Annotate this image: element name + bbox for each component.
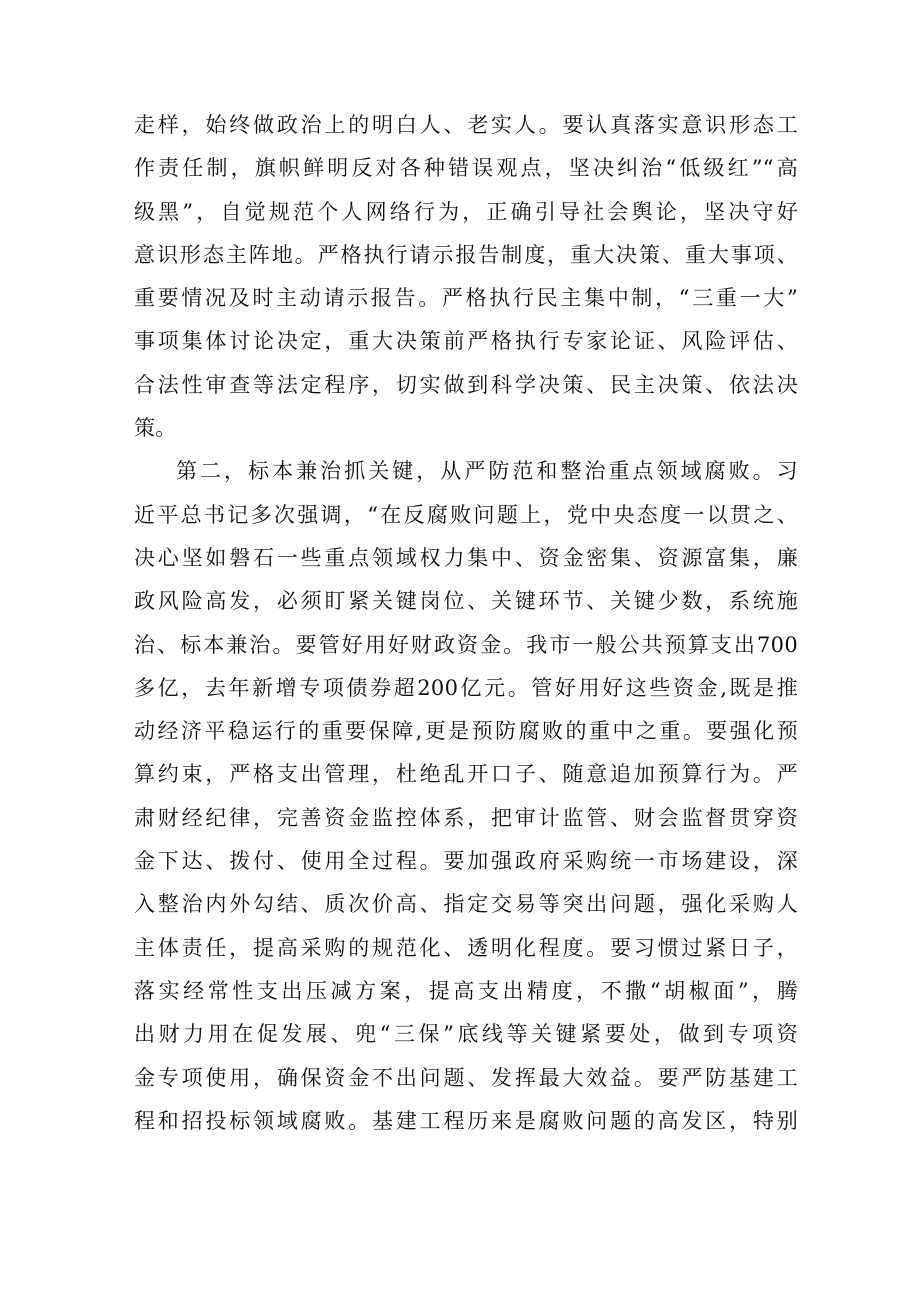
document-body	[134, 104, 798, 1143]
text-line: 重要情况及时主动请示报告。严格执行民主集中制，“三重一大”	[134, 286, 798, 311]
text-line: 政风险高发，必须盯紧关键岗位、关键环节、关键少数，系统施	[134, 589, 798, 614]
text-line: 落实经常性支出压减方案，提高支出精度，不撒“胡椒面”，腾	[134, 978, 798, 1003]
paragraph-2	[134, 450, 798, 1143]
text-line: 算约束，严格支出管理，杜绝乱开口子、随意追加预算行为。严	[134, 762, 798, 787]
text-line: 金下达、拨付、使用全过程。要加强政府采购统一市场建设，深	[134, 849, 798, 874]
text-line: 出财力用在促发展、兜“三保”底线等关键紧要处，做到专项资	[134, 1022, 798, 1047]
text-line: 治、标本兼治。要管好用好财政资金。我市一般公共预算支出700	[134, 632, 798, 657]
text-line: 程和招投标领域腐败。基建工程历来是腐败问题的高发区，特别	[134, 1108, 798, 1133]
text-line: 事项集体讨论决定，重大决策前严格执行专家论证、风险评估、	[134, 329, 798, 354]
text-line: 合法性审查等法定程序，切实做到科学决策、民主决策、依法决	[134, 372, 798, 397]
text-line: 作责任制，旗帜鲜明反对各种错误观点，坚决纠治“低级红”“高	[134, 156, 798, 181]
text-line: 策。	[134, 416, 177, 441]
paragraph-1	[134, 104, 798, 450]
text-line: 走样，始终做政治上的明白人、老实人。要认真落实意识形态工	[134, 113, 798, 137]
text-line: 决心坚如磐石一些重点领域权力集中、资金密集、资源富集，廉	[134, 545, 798, 570]
text-line: 近平总书记多次强调，“在反腐败问题上，党中央态度一以贯之、	[134, 502, 798, 527]
text-line: 级黑”，自觉规范个人网络行为，正确引导社会舆论，坚决守好	[134, 199, 798, 224]
text-line: 金专项使用，确保资金不出问题、发挥最大效益。要严防基建工	[134, 1065, 798, 1090]
text-line: 主体责任，提高采购的规范化、透明化程度。要习惯过紧日子，	[134, 935, 798, 960]
text-line: 肃财经纪律，完善资金监控体系，把审计监管、财会监督贯穿资	[134, 805, 798, 830]
text-line: 意识形态主阵地。严格执行请示报告制度，重大决策、重大事项、	[134, 242, 798, 267]
text-line: 动经济平稳运行的重要保障,更是预防腐败的重中之重。要强化预	[134, 719, 798, 744]
text-line: 多亿，去年新增专项债券超200亿元。管好用好这些资金,既是推	[134, 675, 798, 700]
text-line: 第二，标本兼治抓关键，从严防范和整治重点领域腐败。习	[176, 459, 798, 484]
text-line: 入整治内外勾结、质次价高、指定交易等突出问题，强化采购人	[134, 892, 798, 917]
